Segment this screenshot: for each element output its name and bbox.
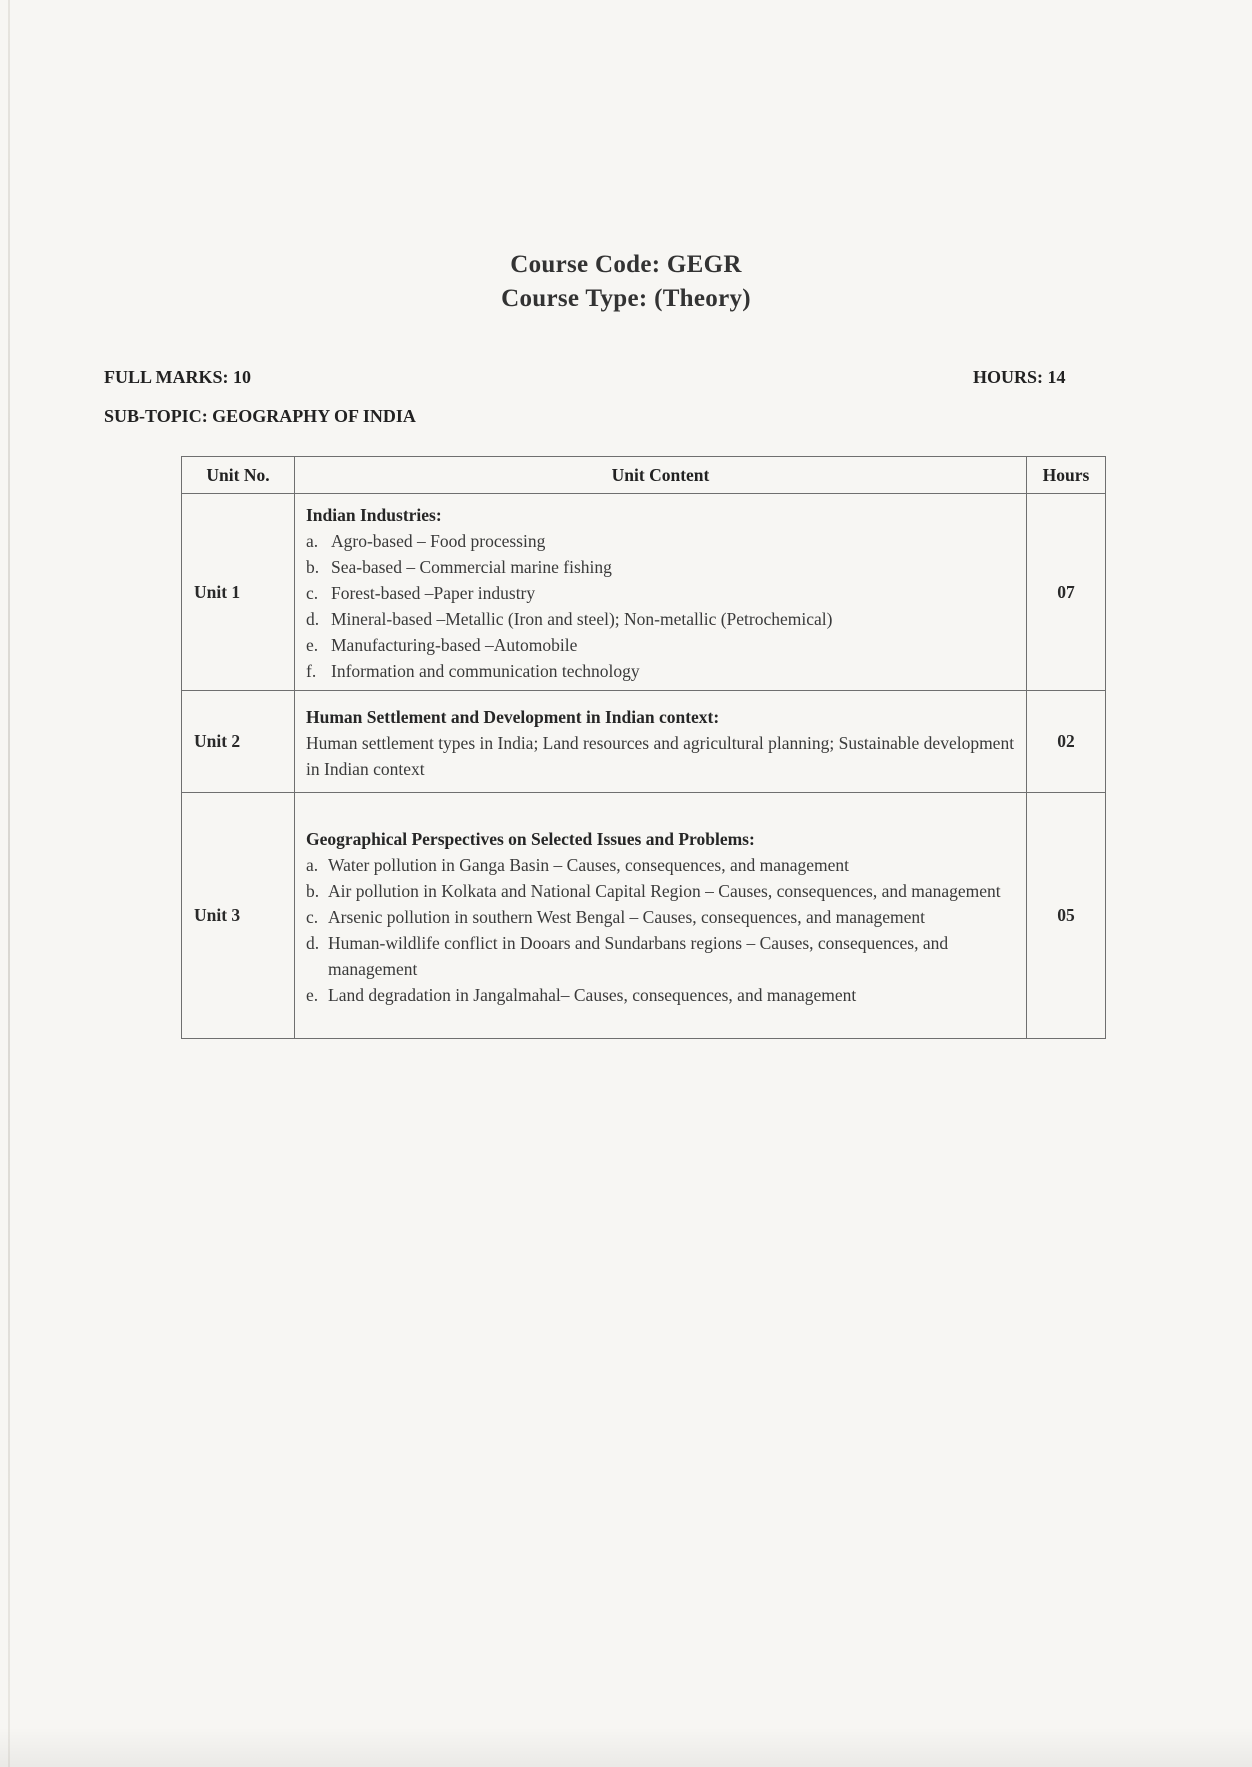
list-item: c. Arsenic pollution in southern West Bengal – Causes, consequences, and management (306, 906, 926, 927)
list-item: a. Agro-based – Food processing (306, 531, 546, 551)
column-header-unit-content: Unit Content (295, 457, 1027, 494)
column-header-hours: Hours (1027, 457, 1106, 494)
unit-number: Unit 2 (182, 691, 295, 793)
table-header-row (182, 457, 1106, 494)
page-bottom-shade (0, 1727, 1252, 1767)
unit-number: Unit 3 (182, 793, 295, 1039)
unit-hours: 07 (1027, 494, 1106, 691)
list-item: f. Information and communication technology (306, 661, 640, 681)
unit-heading: Indian Industries: (306, 505, 442, 525)
table-row (182, 793, 1106, 1039)
unit-number: Unit 1 (182, 494, 295, 691)
unit-hours: 02 (1027, 691, 1106, 793)
sub-topic: SUB-TOPIC: GEOGRAPHY OF INDIA (104, 406, 416, 426)
course-type: Course Type: (Theory) (501, 285, 751, 312)
syllabus-table (181, 456, 1106, 1039)
full-marks: FULL MARKS: 10 (104, 367, 252, 387)
course-titles (0, 248, 1252, 316)
list-item: a. Water pollution in Ganga Basin – Causes, consequences, and management (306, 854, 850, 875)
list-item: d. Human-wildlife conflict in Dooars and Sundarbans regions – Causes, consequences, and management (306, 932, 949, 979)
table-row (182, 691, 1106, 793)
unit-content (295, 793, 1027, 1039)
unit-heading: Geographical Perspectives on Selected Issues and Problems: (306, 828, 755, 849)
list-item: e. Land degradation in Jangalmahal– Causes, consequences, and management (306, 984, 857, 1005)
list-item: b. Sea-based – Commercial marine fishing (306, 557, 612, 577)
list-item: e. Manufacturing-based –Automobile (306, 635, 578, 655)
unit-content (295, 691, 1027, 793)
total-hours: HOURS: 14 (973, 367, 1066, 387)
list-item: c. Forest-based –Paper industry (306, 583, 536, 603)
unit-body: Human settlement types in India; Land resources and agricultural planning; Sustainable development in Indian context (306, 732, 1015, 779)
list-item: d. Mineral-based –Metallic (Iron and steel); Non-metallic (Petrochemical) (306, 609, 833, 629)
list-item: b. Air pollution in Kolkata and National Capital Region – Causes, consequences, and management (306, 880, 1001, 901)
unit-content (295, 494, 1027, 691)
course-code: Course Code: GEGR (510, 251, 742, 278)
table-row (182, 494, 1106, 691)
unit-hours: 05 (1027, 793, 1106, 1039)
unit-heading: Human Settlement and Development in Indian context: (306, 706, 720, 727)
column-header-unit-no: Unit No. (182, 457, 295, 494)
